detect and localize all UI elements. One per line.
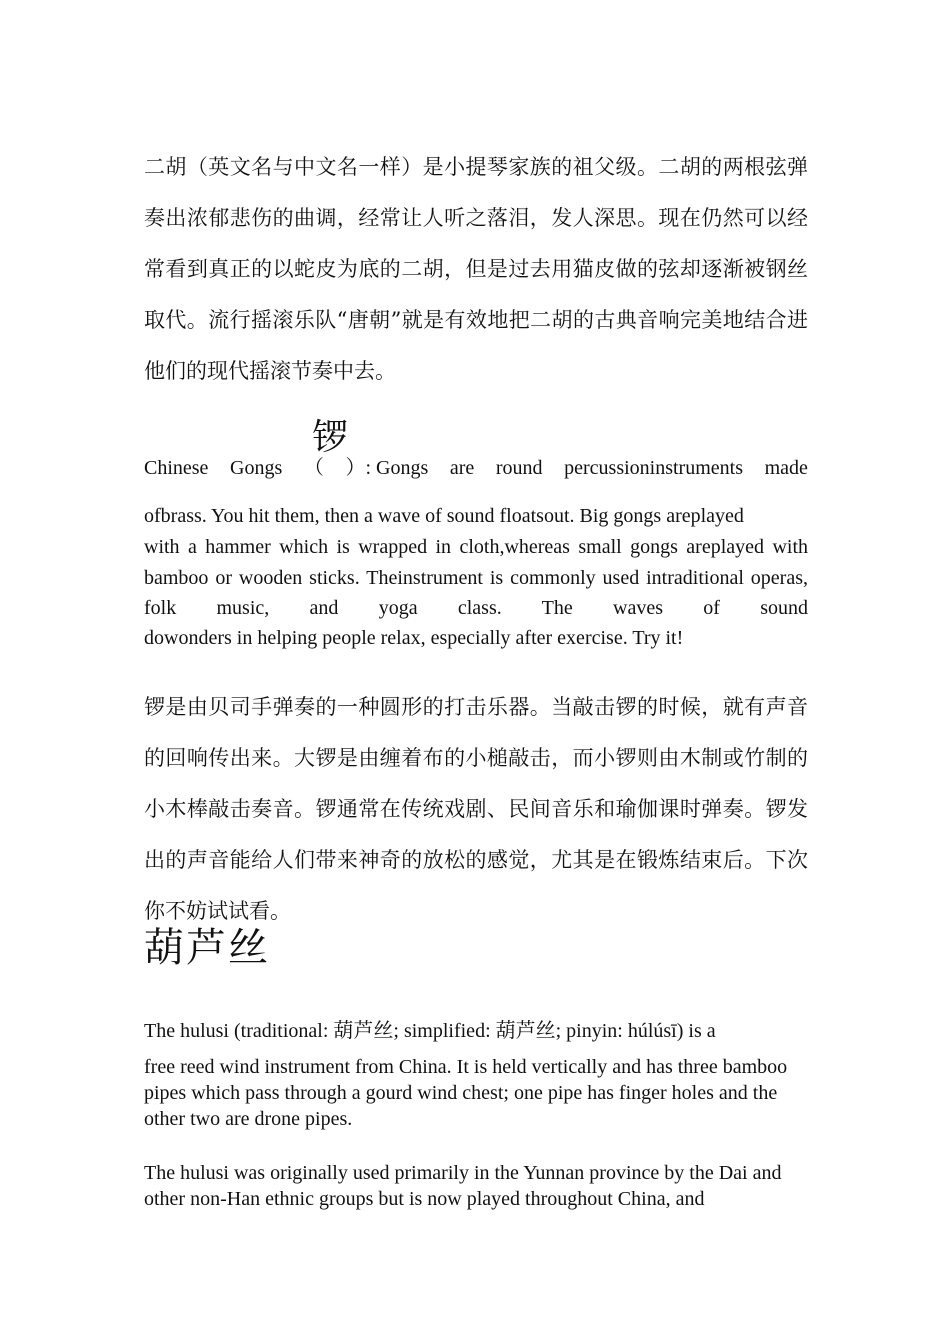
gongs-word: round [495,457,543,479]
hulusi-paragraph: The hulusi was originally used primarily in the Yunnan province by the Dai and other non-Han ethnic groups but is now played throughout China, and [144,1162,782,1210]
gongs-word: are [449,457,475,479]
hulusi-intro-line: The hulusi (traditional: 葫芦丝; simplified: 葫芦丝; pinyin: húlúsī) is a [144,1020,716,1042]
gongs-english-paragraph: with a hammer which is wrapped in cloth,whereas small gongs areplayed with bamboo or wooden sticks. Theinstrument is commonly used intraditional operas, folk music, and yoga class. The waves of sound [144,536,808,619]
gongs-chinese-paragraph: 锣是由贝司手弹奏的一种圆形的打击乐器。当敲击锣的时候，就有声音的回响传出来。大锣是由缠着布的小槌敲击，而小锣则由木制或竹制的小木棒敲击奏音。锣通常在传统戏剧、民间音乐和瑜伽课时弹奏。锣发出的声音能给人们带来神奇的放松的感觉，尤其是在锻炼结束后。下次你不妨试试看。 [144,695,808,923]
gongs-label-line [144,458,808,478]
gongs-english-line: dowonders in helping people relax, especially after exercise. Try it! [144,627,684,649]
hulusi-heading: 葫芦丝 [144,925,270,971]
gong-character: 锣 [312,417,349,458]
gongs-english-line: ofbrass. You hit them, then a wave of sound floatsout. Big gongs areplayed [144,505,744,527]
gongs-word: Gongs [230,457,283,479]
hulusi-paragraph: free reed wind instrument from China. It is held vertically and has three bamboo pipes which pass through a gourd wind chest; one pipe has finger holes and the other two are drone pipes. [144,1056,788,1130]
gongs-word: made [764,457,808,479]
erhu-chinese-paragraph: 二胡（英文名与中文名一样）是小提琴家族的祖父级。二胡的两根弦弹奏出浓郁悲伤的曲调，经常让人听之落泪，发人深思。现在仍然可以经常看到真正的以蛇皮为底的二胡，但是过去用猫皮做的弦却逐渐被钢丝取代。流行摇滚乐队“唐朝”就是有效地把二胡的古典音响完美地结合进他们的现代摇滚节奏中去。 [144,155,808,383]
gongs-word: Chinese [144,457,209,479]
gongs-word: ）: Gongs [345,457,429,479]
gongs-word: percussioninstruments [564,457,743,479]
gongs-word: （ [303,457,324,479]
